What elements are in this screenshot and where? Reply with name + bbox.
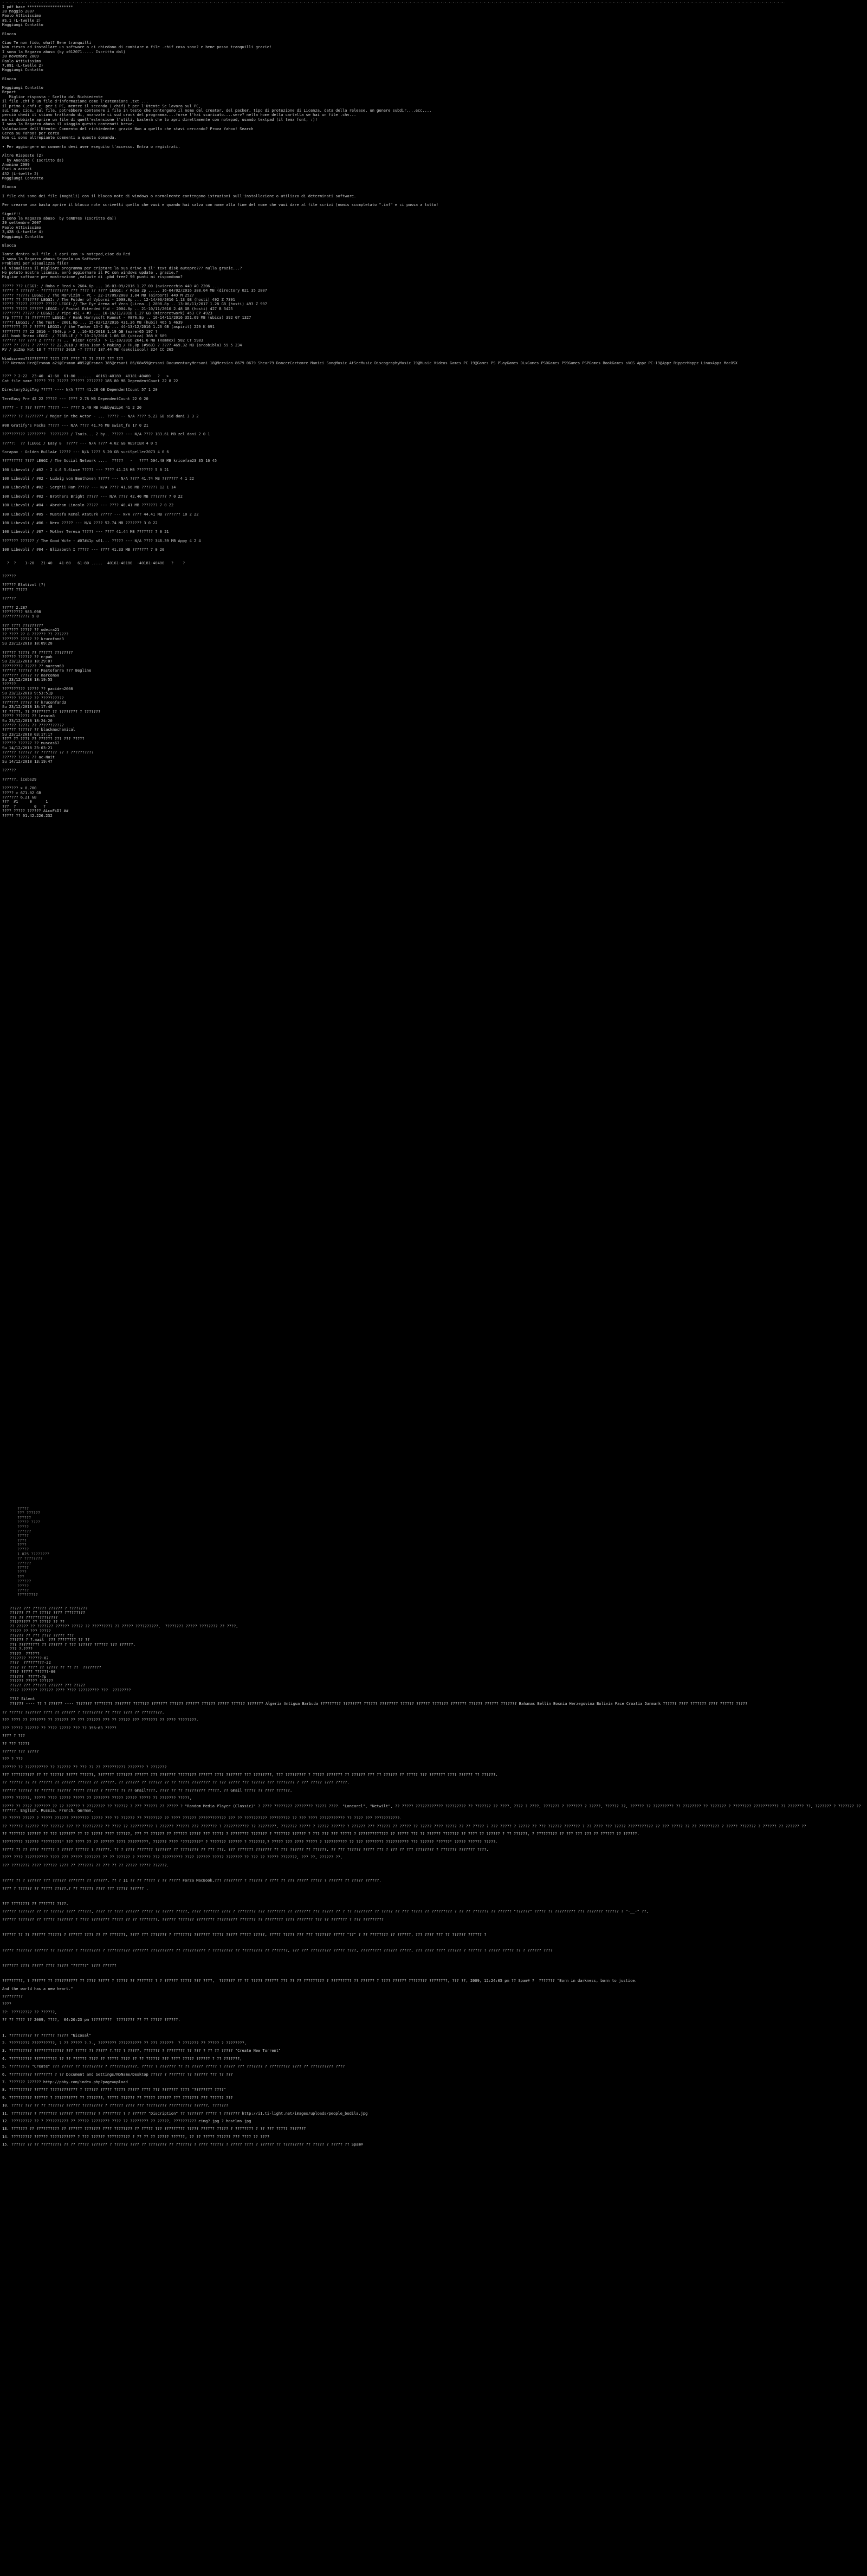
text-line: 100 Libevoli / #06 - Nero ????? --- N/A ???? 52.74 MB ??????? 3 0 22 xyxy=(2,521,158,526)
paragraph: 5. ????????? "Create" ??? ????? ?? ????????? ? ????????????, ????? ? ??????? ?? ?? ????? ????? ? ????? ??? ??????? ? ????????? ???? ?? ?????????? ???? xyxy=(2,2064,345,2069)
text-line: ?? ???? ?? 8 ?????? ?? ?????? xyxy=(2,632,69,637)
text-line: ?????? ?????-?p xyxy=(10,1674,47,1679)
text-line: 100 Libevoli / #02 - 2 4.6 5.6Luse ????? --- ???? 41.28 MB ??????? 5 0 21 xyxy=(2,467,169,472)
text-line: ?????? ?????? ?? ?????????? xyxy=(2,695,64,700)
text-line: ???? xyxy=(17,1570,27,1575)
spacer-2 xyxy=(2,352,865,357)
text-line: ??????? ??????-02 xyxy=(10,1656,49,1661)
text-line: DirectoryDigiTag ????? ---- N/A ???? 41.28 GB DependentCount 57 1 20 xyxy=(2,388,158,392)
text-line: I file chi sono dei file (magbili) con il blocco note di windows o normalmente contengono istruzioni sull'installazione o utilizzo di determinati software. xyxy=(2,194,357,198)
text-line: ?????? xyxy=(2,574,16,578)
text-line: ???? xyxy=(17,1538,27,1543)
text-line: I sono la Ragazzo abuso (by x012071..... Iscritto dal) xyxy=(2,49,126,54)
text-line xyxy=(2,517,865,521)
text-line: Cat file name ????? ??? ????? ?????? ??????? 185.80 MB DependentCount 22 8 22 xyxy=(2,378,178,383)
text-line: Non riesco ad installare un software o ci chiedono di cambiare o file .chif cosa sono? e bene posso tranquilli grazie! xyxy=(2,45,272,50)
hash-summary-block xyxy=(2,574,865,592)
text-line: Tante dentro sul file .i apri con :> notepad,cioe du Red xyxy=(2,252,131,257)
paragraph: ?? ?????? ?? ?? ?????? ?? ?????? ?????? ?? ??????, ?? ?????? ?? ?????? ?? ?? ????? ???????? ?? ??? ????? ??? ?????? ??? ???????? ? ??? ????? ???? ?????. xyxy=(2,1780,350,1785)
text-line: 3,428 (L-twelle 4) xyxy=(2,230,43,235)
paragraph xyxy=(2,1971,865,1975)
text-line xyxy=(2,73,865,77)
text-line: ????????? xyxy=(17,1593,38,1598)
text-line: ?????? Elatizol (?) xyxy=(2,583,46,588)
paragraph: 2. ????????? ??????????, ? ?? ????? ?.?., ???????? ?????????? ?? ??? ?????? ? ??????? ?? ????? ? ????????, xyxy=(2,2041,247,2046)
text-line: ???? ?? ???? ?? ?????? ??? ??? ????? xyxy=(2,737,85,742)
text-line: ?????????? ????? ?? paciden2008 xyxy=(2,686,73,691)
paragraph: ?? ??? ????? xyxy=(2,1741,30,1746)
text-line: 29 settembre 2007 xyxy=(2,221,41,226)
text-line: ????? xyxy=(17,1534,29,1538)
text-line: ?????? ????? ?? ?????? ???????? xyxy=(2,650,73,655)
text-line: ?????? ? ?.mail ??? ???????? ?? ?? xyxy=(10,1638,90,1643)
text-line xyxy=(2,198,865,203)
text-line xyxy=(2,534,865,539)
paragraph: 12. ????????? ?? ? ?????????? ?? ????? ???????? ???? ?? ???????? ?? ?????, ?????????? eimg?.jpg ? hostlms.jpg xyxy=(2,2118,251,2123)
text-line: 100 Libevoli / #05 - Mustafa Kemal Ataturk ????? --- N/A ???? 44.41 MB ??????? 10 2 22 xyxy=(2,512,199,517)
text-line: Blocca xyxy=(2,31,16,36)
text-line: #S.1 (L-twelle 2) xyxy=(2,18,41,23)
text-line: I sono la Ragazzo abuso il viaggio questo contenuti breve. xyxy=(2,122,135,127)
text-line: ?????? ????? ?? ??????????? xyxy=(2,723,64,727)
text-line xyxy=(2,28,865,32)
text-line: ????? ????? xyxy=(2,587,28,592)
paragraph: ?? ??????? ?????? ?? ??? ??????? ?? ?? ????? ???? ??????, ??? ?? ?????? ?? ?????? ????? ??? ????? ? ???????? ??????? ? ??????? ?????? ? ??? ??? ??? ????? ? ????????????? ?? ????? ??? ?? ?????? ??????? ?? ???? ?? ?????? ? ?? ??????, ? ????????? ?? ??? ??? ??? ?? ?????? ?? ??????. xyxy=(2,1832,639,1837)
text-line: ????? ??? ?????? ?????? ? ???????? xyxy=(10,1606,88,1611)
text-line: ????? ??? ?????? ?????? ??? ????? xyxy=(10,1683,86,1688)
text-line: Paolo Attivissimo xyxy=(2,14,41,18)
text-line: ???????? ?? 22 2016 - ?640.p > 2 ..16-02/2018 1.19 GB (ware)65 197 ? xyxy=(2,329,158,334)
paragraph: And the world has a new heart." xyxy=(2,1986,73,1991)
text-line: Su 23/12/2018 18:24:20 xyxy=(2,718,53,723)
text-line: ????? ?????? xyxy=(10,1651,40,1656)
text-line xyxy=(2,463,865,468)
text-line: Ciao Te non fido, what? Bene tranquilli xyxy=(2,40,92,45)
text-line: ????????? 983.098 xyxy=(2,609,41,614)
paragraph: ????? ??????, ????? ???? ????? ????? ?? ??????? ????? ????? ????? ?? ??????? ?????, xyxy=(2,1796,192,1801)
spacer-1 xyxy=(2,280,865,284)
paragraph: ?? ?????? ??????? ???? ?? ?????? ? ????????? ?? ???? ???? ?? ?????????. xyxy=(2,1710,165,1715)
text-line: ??????? ????? ?? kruconfand3 xyxy=(2,700,67,705)
text-line: Blocca xyxy=(2,76,16,81)
text-line: 1.025 ???????? xyxy=(17,1551,50,1556)
text-line: ??? ????????? ?? ?????? ? ??? ?????? ?????? ??? ??????. xyxy=(10,1642,135,1647)
text-line: ????? ?????? LEGGI: / The Marvizim - PC - 22-17/09/2008 1.84 MB (airport) 449 M 2527 xyxy=(2,293,195,298)
text-line: Anonimo 2009 xyxy=(2,162,30,167)
text-line: ??? Nerman Hrz@Ersman a2i@Ersman #852@Ersman 385@ersani 86/68=59@ersani DocumentaryMersani 18@Mersian 8679 0679 Shear79 DoncerCartomre Manici SongMusic AtSeeMusic DiscographyMusic 19@Music Videos Games PC 19@Games PS PlayGames DLxGames PS0Games PS9Games PSPGames BookGames sVGS Appz PC-19@Appz RipperMappz LinuxAppz MacOSX xyxy=(2,360,738,365)
text-line: ????? ?? ??????? LEGGI: / The Folder of Vyborni - 2008.8p ... 12-14/03/2016 1.13 GB (hosti) 492 Z 7391 xyxy=(2,297,235,302)
text-line: Su 23/12/2018 18:19:55 xyxy=(2,678,53,682)
text-line: All book Brama LEGGI: / ??BELLE / ? 10-23/2016 1.06 GB (ubica) 368 K 689 xyxy=(2,334,167,339)
paragraph: ?? ????? ????? ? ????? ?????? ???????? ????? ??? ?? ?????? ?? ???????? ?? ???? ?????? ???????????? ??? ?? ?????????? ????????? ?? ??? ???? ??????????? ?? ???? ??? ???????????. xyxy=(2,1816,402,1821)
paragraph: 3. ?????????? ????????????? ??? ????? ?? ????? ?.??? ? ?????, ??????? ? ???????? ?? ??? ? ?? ?? ????? "Create New Torrent" xyxy=(2,2049,281,2053)
top-rule: -.-.-.-.-.-.-.-.-.-.-.-.-.-.-.-.-.-.-.-.-.-.-.-.-.-.-.-.-.-.-.-.-.-.-.-.-.-.-.-.-.-.-.-.-.-.-.-.-.-.-.-.-.-.-.-.-.-.-.-.-.-.-.-.-.-.-.-.-.-.-.-.-.-.-.-.-.-.-.-.-.-.-.-.-.-.-.-.-.-.-.-.-.-.-.-.-.-.-.-.-.-.-.-.-.-.-.-.-.-.-.-.-.-.-.-.-.-.-.-.-.-.-.-.-.-.-.-.-.-.-.-.-.-.-.-.-.-.-.-.-.-.-.-.-.-.-.-.-.-.-.-.-.-.-.-.-.-.-.-.-.-.-.-.-.-.-.-.-.-.-.-.-.-.-.-.-.-.-.-.-.-.-.-.-.-.-.-.-.-.-.-.-.-.-.-.-.-.-.-. xyxy=(2,1,785,4)
text-line: TermEasy Pre 42 22 ????? --- ???? 2.78 MB DependentCount 22 0 20 xyxy=(2,396,148,401)
spacer-7 xyxy=(2,1706,865,1710)
text-line xyxy=(2,140,865,145)
spacer-large-3 xyxy=(2,1143,865,1306)
text-line xyxy=(2,646,865,651)
paragraph: ???? ???? ?????????? ???? ??? ????? ??????? ?? ?? ?????? ? ?????? ??? ????????? ???? ?????? ????? ??????? ?? ??? ?? ????? ???????, ??? ??, ?????? ??, xyxy=(2,1855,342,1860)
text-line: Windscreen?????????? ???? ??? ???? ?? ?? ???? ??? ??? xyxy=(2,356,124,361)
text-line: ?? ?????, ?? ???????? ?? ???????? ? ??????? xyxy=(2,709,101,714)
text-line: ???? ????? ?????? ALcoFiD? ## xyxy=(2,809,69,814)
activity-feed-block xyxy=(2,596,865,764)
paragraph: 8. ?????????? ?????? ???????????? ? ?????? ????? ????? ????? ???? ??? ??????? ???? "???????? ????" xyxy=(2,2088,227,2092)
forum-thread-text xyxy=(2,5,865,280)
text-line: 100 Libevoli / #02 - Serghii Ram ????? --- N/A ???? 41.66 MB ??????? 12 1 14 xyxy=(2,485,176,490)
text-line: ??? xyxy=(17,1574,24,1579)
text-line: Ho potuto mostra licenza, avrò aggiornare il PC con windows update , grazie.? xyxy=(2,270,178,275)
text-line: ??p ????? ?? ???????? LEGGI: / Hank Harrysoft Kuenst - #876.8p .. 16-14/11/2016 351.69 MB (ubica) 392 G7 1327 xyxy=(2,315,251,320)
text-line: Paolo Attivissimo xyxy=(2,225,41,230)
text-line: ?????? xyxy=(17,1529,31,1534)
text-line: ???? ????? ??????-00 xyxy=(10,1670,56,1675)
spacer-large-5 xyxy=(2,1469,865,1506)
paragraph: ?????? ?? ?????????? ?? ?????? ?? ??? ?? ?? ?????????? ??????? ? ??????? xyxy=(2,1764,167,1769)
text-line: ?????? ?? ???????? / Major in the Actor - ... ????? -- N/A ???? 5.23 GB sid dani 3 3 2 xyxy=(2,414,199,419)
text-line: Report xyxy=(2,90,16,95)
text-line: ???? ??????? ?????? ???? ???? ????????? ??? ???????? xyxy=(10,1688,131,1692)
paragraph: ??? ?????????? ?? ?? ?????? ????? ??????, ??????? ??????? ?????? ??? ??????? ???????? ?????? ???? ??????? ??? ????????, ??? ????????? ? ????? ??????? ?? ?????? ??? ?? ?????? ?? ????? ??? ??????? ???? ?????? ?? ??????. xyxy=(2,1773,498,1778)
text-line: Signif!! xyxy=(2,211,21,216)
text-line xyxy=(2,525,865,530)
text-line: 100 Libevoli / #04 - Abraham Lincoln ????? --- ???? 40.41 MB ??????? 7 0 22 xyxy=(2,503,174,508)
text-line: Cerca su Yahoo! per cerca xyxy=(2,131,60,136)
text-line xyxy=(2,36,865,41)
text-line: Problemi per visualizza file? xyxy=(2,261,69,266)
text-line: ???????? ?? ? ????? LEGGI: / the Tanker 15-2 8p ... 44-13/12/2016 1.26 GB (aspirit) 229 K 691 xyxy=(2,325,215,330)
text-line: ????? xyxy=(17,1583,29,1588)
paragraph xyxy=(2,1925,865,1929)
text-line: Altre Risposte (2) xyxy=(2,153,43,158)
text-line: I pdf base ******************** xyxy=(2,4,73,9)
text-line: I sono la Ragazzo abuso Segnala un Software xyxy=(2,256,101,261)
text-line: ???? ?????????-22 xyxy=(10,1660,51,1665)
text-line: ????????? ?? ????? ?? ?? xyxy=(10,1619,65,1624)
spacer-6 xyxy=(2,1598,865,1606)
text-line: Maggiungi Contatto xyxy=(2,23,43,28)
text-line: ????? ? ?????? - ???????????? ??? ???? ?? ???? LEGGI: / Roba 2p ..... 16-04/02/2016 388.04 MB (directory 021 35 2807 xyxy=(2,288,267,293)
spacer-large-1 xyxy=(2,818,865,981)
text-line: 100 Libevoli / #02 - Ludwig von Beethoven ????? --- N/A ???? 41.74 MB ??????? 4 1 22 xyxy=(2,476,195,481)
paragraph: ??? ???????? ???? ?????? ???? ?? ??????? ?? ??? ?? ?? ????? ????? ??????. xyxy=(2,1863,169,1867)
text-line: ?????? ?????? ?? Pastofarra ??? Begline xyxy=(2,668,92,673)
text-line: ?????????? ???????? ???????? / Tsuis... 2 by.. ????? --- N/A ???? 183.61 MB zel dani 2 0 1 xyxy=(2,432,210,437)
text-line: Blocca xyxy=(2,243,16,248)
text-line: 432 (L-twelle 2) xyxy=(2,171,39,176)
text-line: by Anonimo ( Iscritto da) xyxy=(2,158,64,163)
text-line xyxy=(2,552,865,557)
text-line: ????? ????? ?????? ????? LEGGI:// The Eye Arena of Veco (Lirna..) 2008.8p .. 13-06/11/2017 1.28 GB (hosti) 493 Z 997 xyxy=(2,302,267,307)
text-line: ?????? xyxy=(2,682,16,687)
paragraph: ??????? ???? ????? ???? ????? "??????" ???? ?????? xyxy=(2,1963,117,1968)
text-line: ?????? ?????? ?? blackmechanical xyxy=(2,727,75,732)
text-line: ????? 2.287 xyxy=(2,605,28,610)
text-line: ???? xyxy=(17,1543,27,1548)
text-line xyxy=(2,782,865,786)
text-line: ?????? ?????? ?? ??????? ?? ? ?????????? xyxy=(2,750,94,755)
text-line xyxy=(2,437,865,441)
paragraph: ?????? ?? ?? ?????? ?????? ? ?????? ???? ?? ?? ???????, ???? ??? ??????? ? ???????? ??????? ????? ????? ????? ?????, ????? ????? ??? ??? ??????? ????? "??" ? ?? ???????? ?? ??????, ??? ???? ??? ?? ?????? ?????? ? xyxy=(2,1933,487,1937)
text-line: ????? > 671.02 GB xyxy=(2,790,41,795)
text-line: ?????? ??? ???? 2 ????? ?? .. Ricer (crol) > 11-10/2016 2641.6 MB (Rammex) 582 CT 5983 xyxy=(2,338,203,343)
spacer-5 xyxy=(2,764,865,768)
paragraph: ??: ????????? ?? ??????, xyxy=(2,2010,57,2014)
text-line: ???? ?? ???? ?? ????? ?? ?? ?? ???????? xyxy=(10,1665,101,1670)
text-line xyxy=(2,499,865,503)
text-line: 100 Libevoli / #02 - Brothers Bright ????? --- N/A ???? 42.40 MB ??????? 7 0 22 xyxy=(2,494,183,499)
text-line xyxy=(2,428,865,432)
paragraph: ???? xyxy=(2,2002,11,2007)
torrent-listing-table xyxy=(2,284,865,352)
paragraph: ??? ???? ?? ??????? ?? ?????? ?? ??? ?????? ??? ?? ????? ??? ??????? ?? ???? ????????. xyxy=(2,1718,199,1723)
text-line: ??????? 6.21 GB xyxy=(2,795,37,800)
text-line: ????? LEGGI: / the Test - 2001.8p ... 15-02/12/2016 431.36 MB (hubi) 465 S 4639 xyxy=(2,320,183,325)
paragraph: 6. ?????????? ???????? ? ?? Document and Settings/NoName/Desktop ????? ? ??????? ?? ?????? ??? ?? ??? xyxy=(2,2072,233,2077)
text-line: I sono la Ragazzo abuso by teNDYes (Iscritto da)) xyxy=(2,216,117,221)
text-line xyxy=(2,543,865,548)
text-line xyxy=(2,446,865,450)
text-line: ??????? ????? ?? narcom60 xyxy=(2,673,60,678)
text-line: Valutazione dell'Utente: Commento del richiedente: grazie Non a quello che stavi cercando? Prova Yahoo! Search xyxy=(2,126,254,131)
text-line: ????? - ? ??? ????? ????? --- ???? 5.40 MB HubbyWiLpK 41 2 20 xyxy=(2,405,142,410)
text-line: Maggiungi Contatto xyxy=(2,176,43,181)
text-line: ????? ????? ?????? LEGGI: / Postal Extended fld - 2004.8p .. 21-10/11/2016 2.48 GB (hosti) 427 B 3425 xyxy=(2,306,233,311)
text-line xyxy=(2,248,865,252)
text-line: ??? ?? ?????????????? xyxy=(10,1615,58,1620)
text-line xyxy=(2,481,865,485)
text-line: • Per aggiungere un commento devi aver eseguito l'accesso. Entra o registrati. xyxy=(2,144,180,149)
text-line: Esci o accedi xyxy=(2,167,32,172)
paragraph: ?????? ?????? ?? ?????? ?????? ????? ????? ? ?????? ?? ?? Gmail????, ???? ?? ?? ????????? ?????, ?? Gmail ????? ?? ???? ??????. xyxy=(2,1788,293,1793)
text-line xyxy=(2,370,865,374)
text-line: il primo (.chf) e' per i PC, mentre il secondo (.chif) è per l'Utente Se lavora sul PC, xyxy=(2,104,201,108)
paragraph: 15. ?????? ?? ?? ????????? ?? ?? ????? ??????? ? ?????? ???? ?? ???????? ?? ??????? ? ???? ?????? ? ????? ???? ? ?????? ?? ????????? ?? ????? ? ????? ?? Spam® xyxy=(2,2142,363,2147)
text-line: ??????? > 0.700 xyxy=(2,786,37,791)
paragraph: ????? ?? ???? ??????? ?? ?? ?????? ? ???????? ?? ?????? ? ??? ?????? ?? ????? ? "Random Media Player (Classic)" ? ???? ???????? ???????? ????? ????. "Loncarel", "Netwilt", ?? ????? ???????????? ????????? ?? ??????? ?? ????, ???? ? ????, ??????? ? ??????? ? ?????, ?????? ??, ?????? ?? ????????? ?? ???????? ?? ??????? ? ???????? ??????????? ?? ??????? ??, ??????? ? ??????? ?? ??????, English, Russia, French, German. xyxy=(2,1804,863,1813)
paragraph: 9. ?????????? ?????? ? ?????????? ?? ???????, ????? ?????? ?? ????? ?????? ??? ??????? ??? ?????? ??? xyxy=(2,2095,233,2100)
paragraph: ?????????, ? ?????? ?? ?????????? ?? ???? ????? ? ????? ?? ??????? ? ? ?????? ????? ??? ????, ??????? ?? ?? ????? ?????? ??? ?? ?? ????????? ? ????????? ?? ?????? ? ???? ?????? ???????? ????????, ??? ??, 2009, 12:24:05 pm ?? Spam® ? ??????? "Born in darkness, born to justice. xyxy=(2,1979,637,1983)
paragraph: ?? ?? ???? ?? 2009, ????, 04:20:23 pm ????????? ???????? ?? ?? ????? ??????. xyxy=(2,2018,180,2023)
text-line: ?????? xyxy=(2,596,16,601)
paragraph: 4. ?????????? ?????????? ?? ?? ?????? ???? ?? ????? ???? ?? ?? ?????? ??? ???? ????? ?????? ? ?? ???????, xyxy=(2,2056,242,2061)
text-line xyxy=(2,81,865,86)
spacer-large-2 xyxy=(2,981,865,1143)
paragraph: ?????? ??????? ?? ?? ?????? ???? ??????, ???? ?? ???? ?????? ????? ?? ????? ?????, ???? ??????? ???? ? ???????? ??? ???????? ?? ??????? ??? ????? ?? ? ?? ???????? ?? ????? ?? ??? ????? ?? ????????? ? ?? ?? ??????? ?? ?????? "??????" ????? ?? ????????? ??? ??????? ?????? ? "-__-" ??, xyxy=(2,1909,649,1914)
text-line xyxy=(2,181,865,185)
paragraph: ?????? ??????? ?? ????? ??????? ? ???? ???????? ????? ?? ?? ????????. ?????? ??????? ???????? ????????? ??????? ?? ???????? ???? ??????? ??? ?? ??????? ? ??? ????????? xyxy=(2,1917,384,1922)
text-line: ???? ?? ???? ? ????? ?? 22.2018 / Risa Ison 5 Making / TH.8p (#569) ? ???? 469.32 MB (arcobibla) 59 5 234 xyxy=(2,343,242,347)
text-line: sui tuo, cioe, sul file, potrebbero contenere i file in testo che contengono il nome del creator, del packer, tipo di protezione di Licenza, data della release, un genere subdir....ecc.... xyxy=(2,108,432,113)
text-line: ??????, icebs29 xyxy=(2,777,37,782)
text-line: Miglior software per mostrazione ,valuute di .pbd free? 90 punti mi rispondono? xyxy=(2,275,183,280)
text-line: ?????? ????? ?? ac-Nuit xyxy=(2,755,55,759)
paragraph: 13. ??????? ?? ?????????? ?? ?????? ??????? ???? ???????? ?? ????? ??? ????????? ????? ?????? ????? ? ???????? ? ?? ??? ????? ??????? xyxy=(2,2127,306,2131)
text-line: ???????? ????? ? LEGGI: / ripe 451 + #7 ... 16-16/11/2018 1.27 GB (microretwork) 453 CP 4923 xyxy=(2,311,212,316)
text-line xyxy=(2,490,865,494)
text-line xyxy=(2,239,865,243)
text-line xyxy=(2,419,865,423)
text-line: ????? ?????? ?? lezaim3 xyxy=(2,714,55,719)
paragraph: ???? ? ?????? ?? ????? ?????,? ?? ?????? ???? ??? ????? ?????? . xyxy=(2,1886,148,1891)
paragraph: 11. ????????? ? ???????? ?????? ????????? ? ???????? ? ? ?????? "Discription" ?? ??????? ????? ? ??????? http://i1.ti-light.net/images/uploads/people_bodila.jpg xyxy=(2,2111,368,2116)
text-line: ??????? ????? ?? krucofand3 xyxy=(2,636,64,641)
paragraph xyxy=(2,1956,865,1960)
text-line: ????? xyxy=(17,1566,29,1570)
text-line: Non ci sono altrepiante commenti a questa domanda. xyxy=(2,136,117,140)
text-line xyxy=(2,149,865,153)
text-line: ?????? xyxy=(17,1515,31,1520)
text-line: 30 novembre 2009 xyxy=(2,54,39,59)
text-line: Maggiungi Contatto xyxy=(2,234,43,239)
text-line: ?????? ????? ?????? xyxy=(10,1679,54,1683)
text-line: ??????? ?????? / The Good Wife - #07#41p s01... ????? --- N/A ???? 346.39 MB Appy 4 2 4 xyxy=(2,538,201,543)
text-line: 7,091 (L-twelle 2) xyxy=(2,63,43,68)
paragraph: ?????? ??? ????? xyxy=(2,1749,39,1754)
text-line: ???? Silent xyxy=(10,1697,35,1702)
text-line: Su 23/12/2018 18:17:48 xyxy=(2,705,53,710)
text-line: Maggiungi Contatto xyxy=(2,68,43,73)
paragraph-spacer xyxy=(2,2147,865,2150)
text-line: ????? ??? LEGGI: / Roba e Read > 2604.6p ... 16-03-09/2016 1.27.00 (aviarecchio 440 AO 2206 ... xyxy=(2,284,219,288)
paragraph: ??? ???????? ?? ??????? ????. xyxy=(2,1901,69,1906)
spacer-large-4 xyxy=(2,1306,865,1469)
text-line: ????? ?? ??? ????? xyxy=(10,1628,51,1633)
paragraph xyxy=(2,1894,865,1898)
text-line xyxy=(2,392,865,397)
text-line xyxy=(2,557,865,561)
text-line xyxy=(2,578,865,583)
text-line: ?????? xyxy=(17,1561,31,1566)
text-line: Blocca xyxy=(2,185,16,190)
forum-post-body xyxy=(2,1710,865,2150)
text-line: ?????? xyxy=(2,768,16,773)
text-line: ?????: ?? (LEGGI / Easy 8 ????? --- N/A ???? 4.02 GB WESTIER 4 0 5 xyxy=(2,441,158,446)
paragraph: 1. ?????????? ?? ?????? ????? "Nicosal" xyxy=(2,2033,92,2038)
paragraph: ????? ??????? ?????? ?? ??????? ? ????????? ? ?????????? ??????? ?????????? ?? ?????????? ? ????????? ?? ????????? ?? ???????, ??? ??? ????????? ????? ????, ????????? ?????? ?????, ??? ???? ???? ?????? ? ?????? ? ????? ????? ?? ? ?????? ???? xyxy=(2,1948,553,1953)
text-line: ????? xyxy=(17,1524,29,1529)
text-line: ????? xyxy=(17,1588,29,1593)
spacer-3 xyxy=(2,565,865,574)
text-line: ????????? ????? ?? narcom60 xyxy=(2,664,64,668)
spacer-4 xyxy=(2,592,865,596)
paragraph: ????????? xyxy=(2,1994,23,1999)
country-filter-block xyxy=(2,1606,865,1706)
text-line: ?????? ?????? ?? muscas67 xyxy=(2,741,60,746)
user-stats-block xyxy=(2,768,865,818)
text-line: ??? ?????? xyxy=(17,1511,41,1516)
paragraph: ????? ?? ? ?????? ??? ?????? ??????? ?? ??????, ?? ? 11 ?? ?? ????? ? ?? ????? Forza MacBook,??? ???????? ? ?????? ? ???? ?? ??? ????? ????? ? ?????? ?? ????? ??????. xyxy=(2,1878,381,1883)
sidebar-menu-list[interactable] xyxy=(2,1506,865,1598)
text-line: #08 Gratify's Packs ????? --- N/A ???? 41.76 MB swist_fe 17 0 21 xyxy=(2,423,148,428)
text-line: Sorapax - Golden BullaAr ????? --- N/A ???? 5.20 GB suciSpeller2073 4 0 6 xyxy=(2,449,169,454)
text-line: ???? ? 2-22 23-40 41-60 61-80 ...... 40161-40180 40181-40400 ? > xyxy=(2,374,169,379)
paragraph xyxy=(2,2026,865,2030)
text-line: ?????? xyxy=(17,1579,31,1584)
paragraph: ????? ?? ?? ???? ?????? ? ????? ?????? ? ??????, ?? ? ???? ??????? ??????? ?? ???????? ?? ??? ???, ??? ??????? ??????? ?? ??? ?????? ?? ??????, ?? ??? ?????? ????? ??? ? ??? ?? ??? ???????? ? ??????? ??????? ????. xyxy=(2,1847,489,1852)
text-line xyxy=(2,401,865,405)
paragraph: ??? ? ??? xyxy=(2,1757,23,1762)
paragraph xyxy=(2,1871,865,1875)
text-line: ma ci dobbiate aprire un file di quell'estensione l'utili, basterà che lo apri direttamente con notepad, usando textpad (il tema font, :)! xyxy=(2,117,318,122)
text-line: 100 Libevoli / #07 - Mother Teresa ????? --- ???? 41.44 MB ??????? 7 0 21 xyxy=(2,530,169,534)
text-line: ?????? ?????? ?? m-pak xyxy=(2,655,53,660)
text-line: 28 maggio 2007 xyxy=(2,9,35,14)
text-line: Su 23/12/2018 03:17:17 xyxy=(2,732,53,737)
text-line xyxy=(2,454,865,459)
text-line: Su 23/12/2018 18:09:28 xyxy=(2,641,53,646)
text-line: Maggiungi Contatto xyxy=(2,86,43,91)
text-line: Su 23/12/2018 18:29:07 xyxy=(2,659,53,664)
text-line: ??? ? 0 ? xyxy=(2,804,46,809)
text-line: ????? xyxy=(17,1506,29,1511)
paragraph xyxy=(2,1941,865,1945)
paragraph: 7. ??????? ?????? http://pbby.com/index.php?page=upload xyxy=(2,2079,128,2084)
paragraph: ?? ?????? ?????? ??? ?????? ??? ?? ????????? ?? ???? ?? ?????????? ? ?????? ?????? ??? ??????? ? ??????????? ?? ????????, ??????? ????? ? ????? ?????? ? ?????? ??? ?????? ?? ????? ?? ????? ???? ????? ?? ?? ????? ? ??? ????? ? ????? ?? ??? ?????? ??????? ? ?? ???? ??? ????? ??????????? ?? ??? ????? ?? ?? ????????? ? ????? ??????? ? ?????? ?? ?????? ?? xyxy=(2,1824,806,1828)
text-line: perciò chedi il stiamo trattando di, avanzate ci sud crack del programma....forse l'hai scaricato....serv? nella home della cartella se hai un file .chv... xyxy=(2,113,357,118)
text-line: 100 Libevoli / #04 - Elizabeth I ????? --- ???? 41.33 MB ??????? 7 0 20 xyxy=(2,548,165,552)
text-line: Per crearne una basta aprire il blocco note scrivetti quello che vuoi e quando hai salva con nome alla fine del nome che vuoi dare al file scrivi (nomis scompletato ".inf" e ci passa a tutto! xyxy=(2,203,438,208)
text-line: Su 14/12/2018 13:19:47 xyxy=(2,759,53,764)
text-line: ? ? 1-20 21-40 41-60 61-80 ..... 40161-40180 -40181-40400 ? ? xyxy=(2,561,185,565)
paragraph: ????????? ?????? "????????" ??? ???? ?? ?? ?????? ???? ?????????, ?????? ???? "????????" ? ??????? ?????? ? ???????,? ????? ??? ???? ????? ? ?????????? ?? ??? ???????? ?????????? ??? ?????? "?????" ????? ?????? ?????. xyxy=(2,1839,498,1844)
text-line xyxy=(2,383,865,388)
text-line: ?? ???????? xyxy=(17,1556,43,1561)
text-line: Su 14/12/2018 23:03:21 xyxy=(2,745,53,750)
text-line: ??? ???? ????????? xyxy=(2,623,43,628)
text-line xyxy=(2,472,865,476)
text-line: ?????? ?? ?? ????? ???? ????????? xyxy=(10,1611,86,1615)
paragraph: ???? ? ??? xyxy=(2,1734,25,1738)
text-line xyxy=(2,601,865,606)
text-line: Hi visualizza il migliore programma per criptare la sua drive o il' text disk autopre??? nulla grazie...? xyxy=(2,266,242,271)
text-line xyxy=(2,365,865,370)
paragraph: 10. ????? ??? ?? ?? ??????? ?????? ????????? ? ?????? ???? ??? ????????? ?????????? ??????, ??????? xyxy=(2,2103,229,2108)
text-line: Paolo Attivissimo xyxy=(2,59,41,63)
text-line xyxy=(2,410,865,414)
text-line: ????? ?? 01.42.226.232 xyxy=(2,813,53,818)
paragraph: ??? ????? ?????? ?? ???? ????? ??? ?? 356:63 ????? xyxy=(2,1725,117,1730)
text-line: ?? ????? ?? ??????? ?????? ????? ?? ????????? ?? ????? ??????????, ???????? ????? ???????? ?? ????, xyxy=(10,1624,238,1629)
text-line: ??? ?.???? xyxy=(10,1647,33,1652)
text-line: ????? ???? xyxy=(17,1520,41,1525)
text-line: RV / piZmp Not 18 ? ??????? 2018 -? ????? 187.44 MB (sekoliscol) 324 CC 265 xyxy=(2,347,174,352)
text-line: Miglior risposta - Scelta dal Richiedente xyxy=(2,94,103,99)
paragraph: 14. ????????? ?????? ??????????? ? ??? ?????? ?????????? ? ?? ?? ?? ????? ??????, ?? ?? ????? ?????? ??? ???? ?? ???? xyxy=(2,2134,270,2139)
text-line xyxy=(2,190,865,194)
text-line xyxy=(10,1692,865,1697)
text-line xyxy=(2,619,865,623)
text-line: il file .chf è un file d'informazione come l'estensione .txt ... xyxy=(2,99,148,104)
text-line: ????????? ???? LEGGI / The Social Network .... ????? - ???? 504.48 MB kricefam23 35 16 45 xyxy=(2,459,217,463)
text-line: ?????? ?? ??? ???? ????? ??? xyxy=(10,1633,74,1638)
category-listing-block xyxy=(2,357,865,565)
text-line: ??? #1 0 1 xyxy=(2,800,48,804)
text-line xyxy=(2,773,865,777)
text-line xyxy=(2,508,865,512)
text-line: ??????? ????? ?? odeira21 xyxy=(2,628,60,633)
text-line: Su 23/12/2018 9:53:51@ xyxy=(2,691,53,696)
text-line: ???????????? 9 8 xyxy=(2,614,39,619)
text-line: ????? xyxy=(17,1547,29,1552)
text-line: ?????? ---- ?? ? ?????? ---- ??????? ???????? ??????? ??????? ??????? ?????? ?????? ?????? ????? ?????? ??????? Algeria Antigua Barbuda ????????? ???????? ?????? ???????? ?????? ?????? ??????? ??????? ?????? ?????? ??????? Bahamas Bellin Bosnia Herzegovina Bolivia Face Croatia Danmark ?????? ???? ??????? ???? ?????? ????? xyxy=(10,1701,748,1706)
text-line xyxy=(2,208,865,212)
